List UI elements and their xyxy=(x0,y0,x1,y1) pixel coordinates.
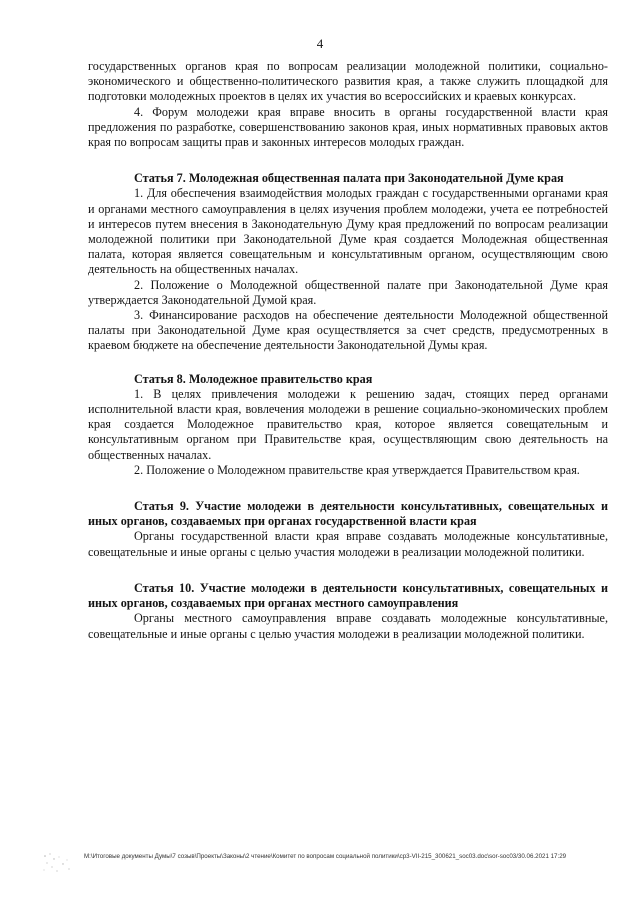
footer-file-path: М:\Итоговые документы Думы\7 созыв\Проекты\Законы\2 чтение\Комитет по вопросам социальной политики\ср3-VII-215_300621_soc03.doc\sor-soc03/30.06.2021 17:29 xyxy=(84,853,567,860)
article-7-paragraph-3: 3. Финансирование расходов на обеспечение деятельности Молодежной общественной палаты при Законодательной Думе края осуществляется за счет средств, предусмотренных в краевом бюджете на обеспечение деятельности Законодательной Думы края. xyxy=(88,308,608,353)
article-7-paragraph-1: 1. Для обеспечения взаимодействия молодых граждан с государственными органами края и органами местного самоуправления в целях изучения проблем молодежи, учета ее потребностей и интересов путем внесения в Законодательную Думу края предложений по вопросам реализации молодежной политики при Законодательной Думе края создается Молодежная общественная палата, которая является совещательным и консультативным органом, осуществляющим свою деятельность на общественных началах. xyxy=(88,186,608,277)
page-number: 4 xyxy=(316,36,324,51)
article-7-paragraph-2: 2. Положение о Молодежной общественной палате при Законодательной Думе края утверждается Законодательной Думой края. xyxy=(88,277,608,307)
article-7-heading: Статья 7. Молодежная общественная палата при Законодательной Думе края xyxy=(134,171,564,186)
article-10-paragraph: Органы местного самоуправления вправе создавать молодежные консультативные, совещательные и иные органы с целью участия молодежи в реализации молодежной политики. xyxy=(88,611,608,641)
document-body xyxy=(88,59,608,642)
article-10-heading: Статья 10. Участие молодежи в деятельности консультативных, совещательных и иных органов, создаваемых при органах местного самоуправления xyxy=(88,580,608,611)
paragraph-continuation: государственных органов края по вопросам реализации молодежной политики, социально-экономического и общественно-политического развития края, а также служить площадкой для подготовки молодежных проектов в целях их участия во всероссийских и краевых конкурсах. xyxy=(88,59,608,104)
paragraph-forum-4: 4. Форум молодежи края вправе вносить в органы государственной власти края предложения по разработке, совершенствованию законов края, иных нормативных правовых актов края по вопросам защиты прав и законных интересов молодых граждан. xyxy=(88,104,608,150)
article-9-heading: Статья 9. Участие молодежи в деятельности консультативных, совещательных и иных органов, создаваемых при органах государственной власти края xyxy=(88,499,608,529)
article-8-heading: Статья 8. Молодежное правительство края xyxy=(134,371,373,386)
article-8-paragraph-2: 2. Положение о Молодежном правительстве края утверждается Правительством края. xyxy=(134,462,580,477)
article-8-paragraph-1: 1. В целях привлечения молодежи к решению задач, стоящих перед органами исполнительной власти края, вовлечения молодежи в решение социально-экономических проблем края создается Молодежное правительство края, которое является совещательным и консультативным органом при Правительстве края, осуществляющим свою деятельность на общественных началах. xyxy=(88,386,608,462)
scan-speckle-mark xyxy=(42,852,72,876)
article-9-paragraph: Органы государственной власти края вправе создавать молодежные консультативные, совещательные и иные органы с целью участия молодежи в реализации молодежной политики. xyxy=(88,529,608,559)
